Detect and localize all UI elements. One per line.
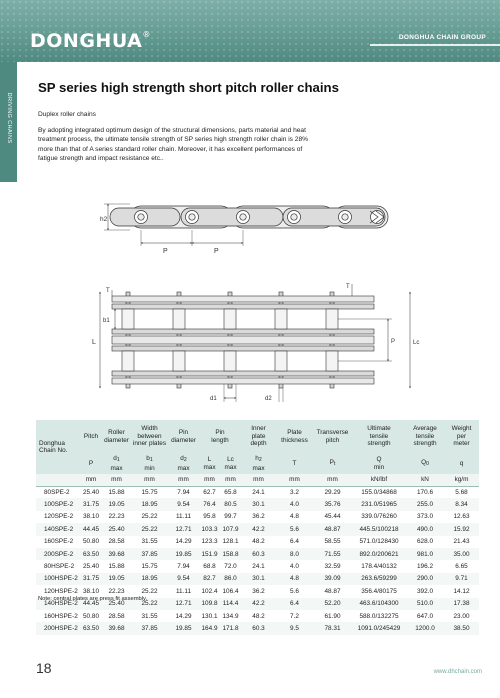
table-cell: 52.20 xyxy=(313,598,352,610)
table-cell: 71.55 xyxy=(313,548,352,560)
unit-cell: mm xyxy=(276,474,313,486)
roller xyxy=(275,309,287,329)
table-cell: 25.22 xyxy=(131,523,168,535)
unit-cell: mm xyxy=(313,474,352,486)
table-cell: 490.0 xyxy=(406,523,444,535)
roller xyxy=(173,309,185,329)
table-cell: 158.8 xyxy=(220,548,241,560)
outer-plate-row xyxy=(112,296,374,302)
plate-thickness-header: Plate thickness xyxy=(276,420,313,453)
table-cell: 628.0 xyxy=(417,538,433,546)
l-label: L xyxy=(92,339,96,346)
chain-number-cell: 200SPE-2 xyxy=(36,548,80,560)
table-cell: 44.45 xyxy=(80,523,102,535)
inner-plate-row xyxy=(112,329,374,334)
table-row xyxy=(36,523,479,535)
roller xyxy=(122,309,134,329)
table-cell: 42.2 xyxy=(241,598,276,610)
transverse-pitch-label: P xyxy=(391,339,396,345)
chain-no-header: Donghua Chain No. xyxy=(36,420,80,474)
pitch-label: P xyxy=(214,248,219,255)
table-cell: 8.34 xyxy=(444,498,479,510)
table-cell: 12.63 xyxy=(453,513,470,521)
table-cell: 14.29 xyxy=(175,612,192,620)
unit-cell: mm xyxy=(131,474,168,486)
table-cell: 86.0 xyxy=(220,573,241,585)
table-cell: 4.8 xyxy=(276,573,313,585)
table-cell: 22.23 xyxy=(108,513,125,521)
chain-number-cell: 80HSPE-2 xyxy=(44,563,75,571)
table-cell: 24.1 xyxy=(252,563,265,571)
table-cell: 107.9 xyxy=(220,523,241,535)
table-cell: 60.3 xyxy=(241,622,276,634)
chain-number-cell: 80SPE-2 xyxy=(44,488,70,496)
thickness-label: T xyxy=(346,284,350,290)
roller xyxy=(224,351,236,371)
roller xyxy=(173,351,185,371)
roller xyxy=(275,351,287,371)
chain-number-cell: 140HSPE-2 xyxy=(36,598,80,610)
table-cell: 571.0/128430 xyxy=(359,538,399,546)
side-tab-label: DRIVING CHAINS xyxy=(5,92,12,144)
table-cell: 22.23 xyxy=(108,587,125,595)
pin xyxy=(240,214,246,220)
table-cell: 95.8 xyxy=(203,513,216,521)
table-cell: 31.75 xyxy=(80,498,102,510)
table-cell: 231.0/51965 xyxy=(352,498,406,510)
pitch-header: Pitch xyxy=(80,420,102,453)
table-cell: 7.2 xyxy=(290,612,299,620)
table-units-row xyxy=(36,474,479,486)
inner-plate-row xyxy=(112,304,374,309)
transverse-pitch-header: Transverse pitch xyxy=(313,420,352,453)
symbol-cell: b1 min xyxy=(131,453,168,474)
table-cell: 29.29 xyxy=(324,488,341,496)
thickness-label: T xyxy=(106,288,110,294)
symbol-cell: T xyxy=(276,453,313,474)
table-cell: 80.5 xyxy=(220,498,241,510)
table-cell: 39.68 xyxy=(102,548,131,560)
table-cell: 63.50 xyxy=(80,548,102,560)
table-cell: 38.10 xyxy=(83,587,99,595)
average-strength-header: Average tensile strength xyxy=(406,420,444,453)
table-cell: 39.09 xyxy=(313,573,352,585)
table-cell: 445.5/100218 xyxy=(352,523,406,535)
table-cell: 373.0 xyxy=(417,513,433,521)
table-cell: 15.88 xyxy=(108,563,125,571)
weight-header: Weight per meter xyxy=(444,420,479,453)
website-url: www.dhchain.com xyxy=(433,669,482,675)
table-cell: 50.80 xyxy=(83,538,99,546)
symbol-cell: Q min xyxy=(352,453,406,474)
table-cell: 25.40 xyxy=(102,523,131,535)
table-cell: 25.22 xyxy=(131,598,168,610)
chain-top-view xyxy=(112,292,374,388)
symbol-cell: d1 max xyxy=(102,453,131,474)
table-cell: 392.0 xyxy=(417,587,433,595)
table-cell: 134.9 xyxy=(222,612,239,620)
table-row xyxy=(36,536,479,548)
table-cell: 510.0 xyxy=(406,598,444,610)
table-cell: 892.0/200621 xyxy=(352,548,406,560)
table-cell: 44.45 xyxy=(80,598,102,610)
table-cell: 1091.0/245429 xyxy=(352,622,406,634)
table-cell: 63.50 xyxy=(80,622,102,634)
table-cell: 99.7 xyxy=(224,513,237,521)
table-cell: 155.0/34868 xyxy=(361,488,397,496)
table-cell: 7.94 xyxy=(177,563,190,571)
lc-label: Lc xyxy=(413,340,420,346)
center-plate-row xyxy=(112,336,374,344)
table-cell: 6.4 xyxy=(290,538,299,546)
ultimate-strength-header: Ultimate tensile strength xyxy=(352,420,406,453)
table-cell: 30.1 xyxy=(241,573,276,585)
table-cell: 588.0/132275 xyxy=(359,612,399,620)
table-cell: 356.4/80175 xyxy=(361,587,397,595)
table-cell: 15.75 xyxy=(141,488,158,496)
pin xyxy=(291,214,297,220)
roller xyxy=(122,351,134,371)
table-cell: 25.40 xyxy=(102,598,131,610)
table-header-row xyxy=(36,420,479,453)
table-row xyxy=(36,573,479,585)
outer-plate-row xyxy=(112,378,374,384)
unit-cell: kN/lbf xyxy=(352,474,406,486)
pin xyxy=(138,214,144,220)
table-cell: 196.2 xyxy=(417,563,433,571)
table-cell: 12.71 xyxy=(168,523,199,535)
unit-cell: kN xyxy=(406,474,444,486)
table-cell: 255.0 xyxy=(406,498,444,510)
table-cell: 11.11 xyxy=(175,513,192,521)
table-cell: 463.6/104300 xyxy=(352,598,406,610)
table-cell: 21.43 xyxy=(453,538,470,546)
table-cell: 4.8 xyxy=(290,513,299,521)
table-cell: 3.2 xyxy=(290,488,299,496)
table-cell: 30.1 xyxy=(241,498,276,510)
symbol-cell: L max xyxy=(199,453,220,474)
chain-number-cell: 160HSPE-2 xyxy=(44,612,78,620)
table-cell: 19.85 xyxy=(168,548,199,560)
table-cell: 25.40 xyxy=(83,488,99,496)
symbol-cell: Lc max xyxy=(220,453,241,474)
table-cell: 14.29 xyxy=(175,538,192,546)
table-cell: 4.0 xyxy=(290,563,299,571)
table-cell: 35.00 xyxy=(444,548,479,560)
chain-number-cell: 120SPE-2 xyxy=(44,513,74,521)
symbol-cell: Q0 xyxy=(406,453,444,474)
table-cell: 39.68 xyxy=(102,622,131,634)
chain-number-cell: 160SPE-2 xyxy=(44,538,74,546)
table-cell: 19.05 xyxy=(102,573,131,585)
table-symbol-row xyxy=(36,453,479,474)
b1-label: b1 xyxy=(103,318,110,324)
table-cell: 103.3 xyxy=(199,523,220,535)
table-cell: 5.6 xyxy=(290,587,299,595)
table-row xyxy=(36,560,479,572)
table-cell: 171.8 xyxy=(220,622,241,634)
table-cell: 102.4 xyxy=(201,587,218,595)
table-cell: 82.7 xyxy=(199,573,220,585)
table-cell: 114.4 xyxy=(220,598,241,610)
intro-paragraph: By adopting integrated optimum design of the structural dimensions, parts material and heat treatment process, the ultimate tensile strength of SP series high strength roller chain is 28% more than that of A series standard roller chain. Moreover, it has excellent performances of fatigue strength and impact resistance etc.. xyxy=(38,127,308,163)
symbol-cell: Pt xyxy=(313,453,352,474)
table-cell: 76.4 xyxy=(199,498,220,510)
inner-plate-depth-header: Inner plate depth xyxy=(241,420,276,453)
table-cell: 12.71 xyxy=(168,598,199,610)
table-cell: 9.71 xyxy=(444,573,479,585)
table-cell: 23.00 xyxy=(453,612,470,620)
d2-label: d2 xyxy=(265,396,272,402)
table-cell: 4.0 xyxy=(276,498,313,510)
unit-cell: mm xyxy=(102,474,131,486)
group-label: DONGHUA CHAIN GROUP xyxy=(398,34,486,41)
table-cell: 48.2 xyxy=(252,538,265,546)
page-title: SP series high strength short pitch roller chains xyxy=(38,80,339,95)
pin-diameter-header: Pin diameter xyxy=(168,420,199,453)
table-row xyxy=(36,622,479,634)
table-row xyxy=(36,498,479,510)
table-cell: 1200.0 xyxy=(406,622,444,634)
table-cell: 28.58 xyxy=(108,538,125,546)
h2-label: h2 xyxy=(100,216,108,223)
table-cell: 11.11 xyxy=(175,587,192,595)
inner-plate-row xyxy=(112,346,374,351)
unit-cell: mm xyxy=(220,474,241,486)
unit-cell: mm xyxy=(241,474,276,486)
inner-plate-row xyxy=(112,371,374,376)
pin xyxy=(189,214,195,220)
table-cell: 14.12 xyxy=(453,587,470,595)
table-cell: 61.90 xyxy=(324,612,341,620)
brand-logo: DONGHUA® xyxy=(30,30,151,52)
symbol-cell: P xyxy=(80,453,102,474)
table-cell: 19.05 xyxy=(102,498,131,510)
symbol-cell: q xyxy=(444,453,479,474)
symbol-cell: h2 max xyxy=(241,453,276,474)
table-cell: 151.9 xyxy=(199,548,220,560)
table-cell: 290.0 xyxy=(406,573,444,585)
table-cell: 9.54 xyxy=(168,498,199,510)
table-cell: 48.87 xyxy=(324,587,341,595)
table-cell: 981.0 xyxy=(406,548,444,560)
table-cell: 35.76 xyxy=(313,498,352,510)
table-cell: 128.1 xyxy=(222,538,239,546)
d1-label: d1 xyxy=(210,396,217,402)
table-cell: 62.7 xyxy=(203,488,216,496)
table-cell: 28.58 xyxy=(108,612,125,620)
table-cell: 15.88 xyxy=(108,488,125,496)
table-row xyxy=(36,548,479,560)
roller xyxy=(326,351,338,371)
units-blank-cell xyxy=(36,474,80,486)
symbol-cell: d2 max xyxy=(168,453,199,474)
table-cell: 9.5 xyxy=(276,622,313,634)
table-cell: 9.54 xyxy=(168,573,199,585)
table-cell: 164.9 xyxy=(199,622,220,634)
table-row xyxy=(36,511,479,523)
table-cell: 31.55 xyxy=(141,538,158,546)
table-cell: 45.44 xyxy=(324,513,341,521)
table-cell: 109.8 xyxy=(199,598,220,610)
table-cell: 36.2 xyxy=(252,513,265,521)
table-cell: 5.68 xyxy=(455,488,468,496)
chain-number-cell: 200HSPE-2 xyxy=(36,622,80,634)
table-cell: 339.0/76260 xyxy=(361,513,397,521)
table-cell: 48.2 xyxy=(252,612,265,620)
table-cell: 42.2 xyxy=(241,523,276,535)
section-subtitle: Duplex roller chains xyxy=(38,111,96,118)
table-cell: 38.50 xyxy=(444,622,479,634)
table-cell: 78.31 xyxy=(313,622,352,634)
roller xyxy=(224,309,236,329)
chain-number-cell: 140SPE-2 xyxy=(36,523,80,535)
table-cell: 48.87 xyxy=(313,523,352,535)
table-cell: 647.0 xyxy=(417,612,433,620)
unit-cell: kg/m xyxy=(444,474,479,486)
table-cell: 18.95 xyxy=(131,573,168,585)
table-cell: 60.3 xyxy=(241,548,276,560)
table-cell: 18.95 xyxy=(131,498,168,510)
table-cell: 6.4 xyxy=(276,598,313,610)
table-cell: 263.6/59299 xyxy=(352,573,406,585)
table-row xyxy=(36,610,479,622)
table-cell: 7.94 xyxy=(177,488,190,496)
table-cell: 37.85 xyxy=(131,548,168,560)
table-row xyxy=(36,486,479,498)
table-cell: 37.85 xyxy=(131,622,168,634)
table-cell: 36.2 xyxy=(252,587,265,595)
table-note: Note: central plates are press fit assembly. xyxy=(38,596,148,602)
table-cell: 25.22 xyxy=(141,513,158,521)
chain-number-cell: 100HSPE-2 xyxy=(36,573,80,585)
spec-table xyxy=(36,420,479,635)
unit-cell: mm xyxy=(80,474,102,486)
unit-cell: mm xyxy=(199,474,220,486)
roller xyxy=(326,309,338,329)
table-cell: 8.0 xyxy=(276,548,313,560)
chain-number-cell: 100SPE-2 xyxy=(36,498,80,510)
table-cell: 6.65 xyxy=(455,563,468,571)
table-cell: 58.55 xyxy=(324,538,341,546)
table-cell: 15.92 xyxy=(444,523,479,535)
table-cell: 123.3 xyxy=(201,538,218,546)
table-cell: 106.4 xyxy=(222,587,239,595)
pin-length-header: Pin length xyxy=(199,420,241,453)
page-number: 18 xyxy=(36,660,52,676)
table-cell: 130.1 xyxy=(201,612,218,620)
table-cell: 72.0 xyxy=(224,563,237,571)
table-body xyxy=(36,486,479,635)
table-cell: 65.8 xyxy=(224,488,237,496)
table-cell: 19.85 xyxy=(168,622,199,634)
table-cell: 50.80 xyxy=(83,612,99,620)
roller-header: Roller diameter xyxy=(102,420,131,453)
registered-mark: ® xyxy=(142,30,151,39)
table-cell: 5.6 xyxy=(276,523,313,535)
table-cell: 178.4/40132 xyxy=(361,563,397,571)
table-cell: 170.6 xyxy=(417,488,433,496)
pin xyxy=(342,214,348,220)
table-cell: 15.75 xyxy=(141,563,158,571)
table-cell: 25.22 xyxy=(141,587,158,595)
table-cell: 31.55 xyxy=(141,612,158,620)
table-cell: 17.38 xyxy=(444,598,479,610)
table-cell: 68.8 xyxy=(203,563,216,571)
table-cell: 38.10 xyxy=(83,513,99,521)
chain-number-cell: 120HSPE-2 xyxy=(44,587,78,595)
width-header: Width between inner plates xyxy=(131,420,168,453)
table-cell: 32.59 xyxy=(324,563,341,571)
pitch-label: P xyxy=(163,248,168,255)
table-cell: 31.75 xyxy=(80,573,102,585)
table-cell: 24.1 xyxy=(252,488,265,496)
chain-side-view xyxy=(110,206,388,228)
unit-cell: mm xyxy=(168,474,199,486)
table-cell: 25.40 xyxy=(83,563,99,571)
